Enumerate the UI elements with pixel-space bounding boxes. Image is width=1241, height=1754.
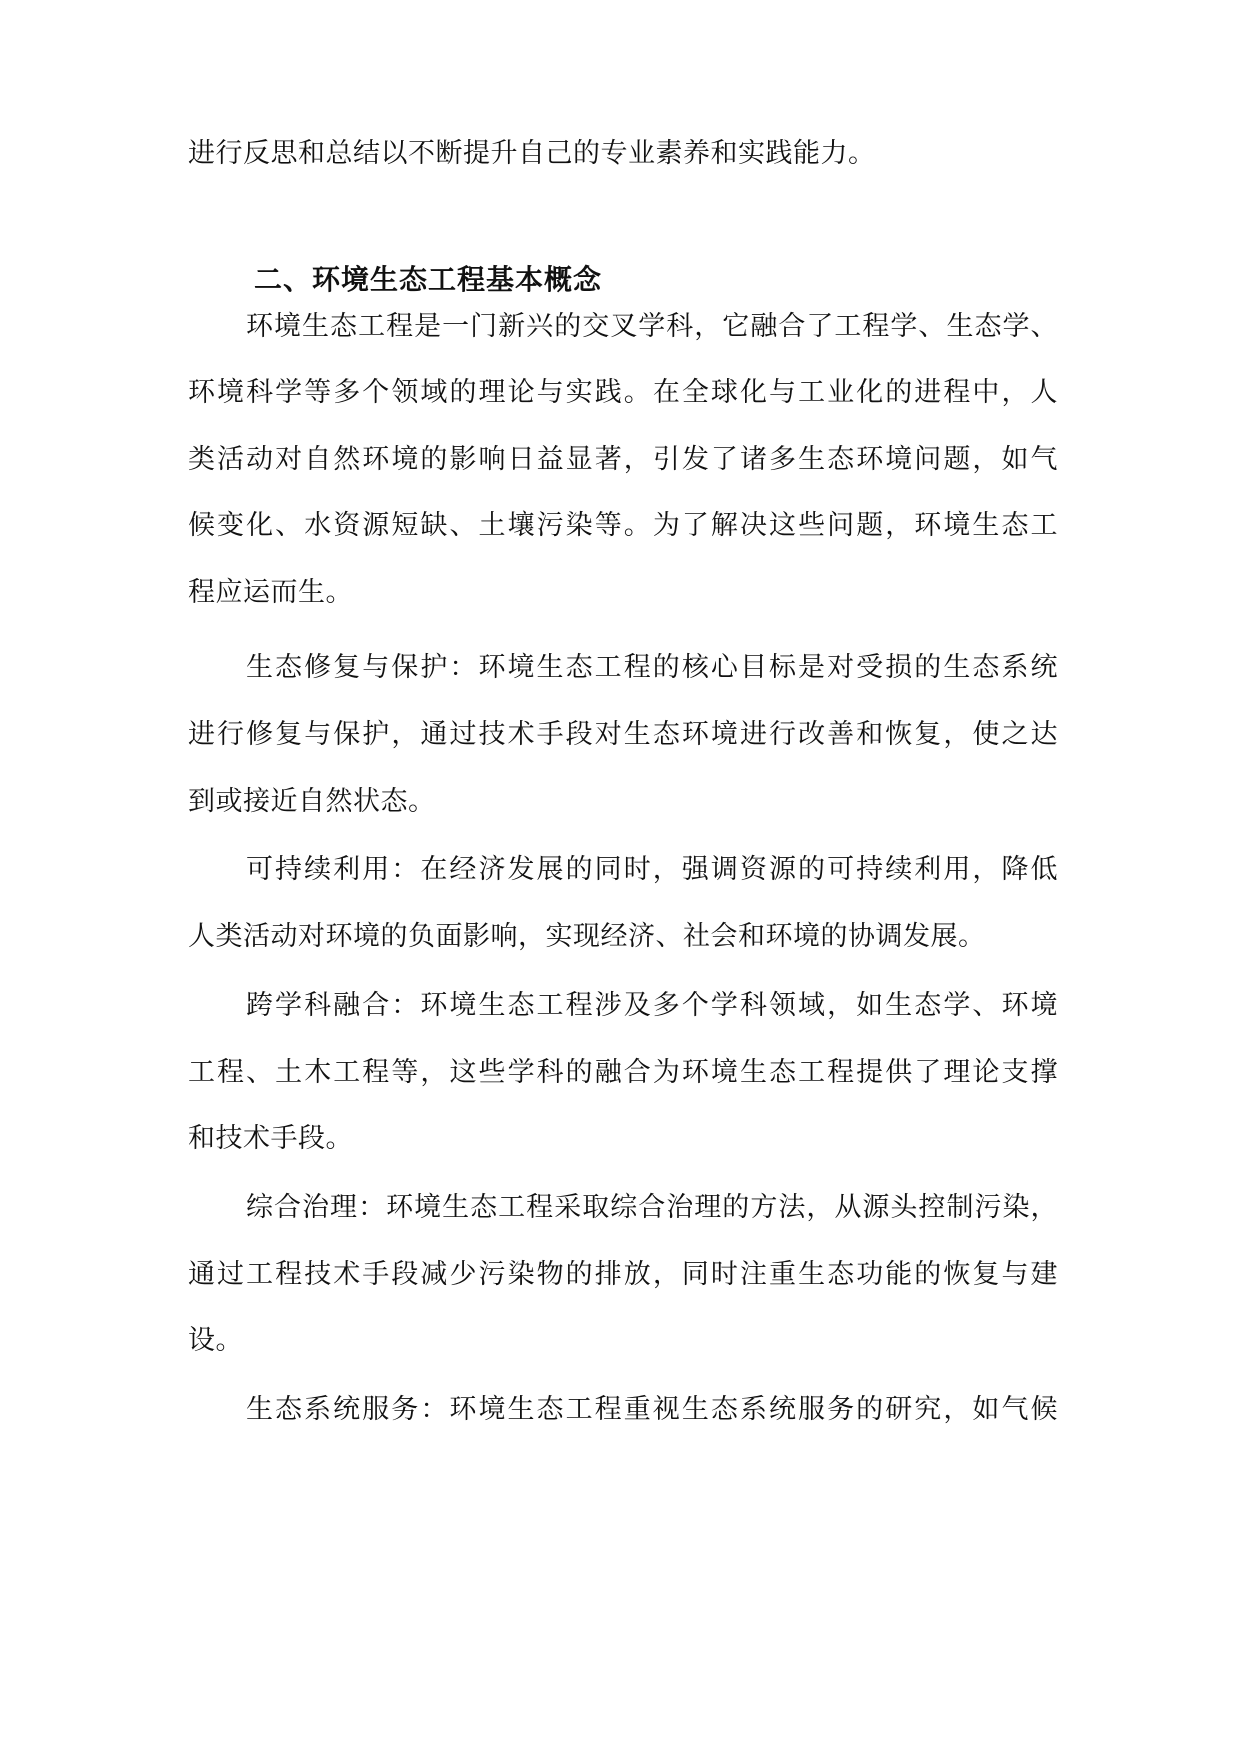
paragraph-line: 和技术手段。 bbox=[188, 1123, 353, 1154]
paragraph-line: 通过工程技术手段减少污染物的排放，同时注重生态功能的恢复与建 bbox=[188, 1259, 1058, 1290]
paragraph-line: 生态修复与保护：环境生态工程的核心目标是对受损的生态系统 bbox=[246, 652, 1058, 683]
paragraph-line: 环境生态工程是一门新兴的交叉学科，它融合了工程学、生态学、 bbox=[246, 311, 1058, 342]
paragraph-line: 综合治理：环境生态工程采取综合治理的方法，从源头控制污染， bbox=[246, 1192, 1058, 1223]
paragraph-line: 环境科学等多个领域的理论与实践。在全球化与工业化的进程中，人 bbox=[188, 377, 1058, 408]
paragraph-line: 跨学科融合：环境生态工程涉及多个学科领域，如生态学、环境 bbox=[246, 990, 1058, 1021]
paragraph-line: 进行反思和总结以不断提升自己的专业素养和实践能力。 bbox=[188, 138, 876, 169]
paragraph-line: 工程、土木工程等，这些学科的融合为环境生态工程提供了理论支撑 bbox=[188, 1057, 1058, 1088]
paragraph-line: 设。 bbox=[188, 1325, 243, 1356]
paragraph-line: 人类活动对环境的负面影响，实现经济、社会和环境的协调发展。 bbox=[188, 921, 986, 952]
paragraph-line: 可持续利用：在经济发展的同时，强调资源的可持续利用，降低 bbox=[246, 854, 1058, 885]
paragraph-line: 候变化、水资源短缺、土壤污染等。为了解决这些问题，环境生态工 bbox=[188, 510, 1058, 541]
paragraph-line: 程应运而生。 bbox=[188, 577, 353, 608]
paragraph-line: 类活动对自然环境的影响日益显著，引发了诸多生态环境问题，如气 bbox=[188, 444, 1058, 475]
paragraph-line: 生态系统服务：环境生态工程重视生态系统服务的研究，如气候 bbox=[246, 1394, 1058, 1425]
paragraph-line: 到或接近自然状态。 bbox=[188, 786, 436, 817]
section-heading: 二、环境生态工程基本概念 bbox=[254, 263, 603, 296]
paragraph-line: 进行修复与保护，通过技术手段对生态环境进行改善和恢复，使之达 bbox=[188, 719, 1058, 750]
